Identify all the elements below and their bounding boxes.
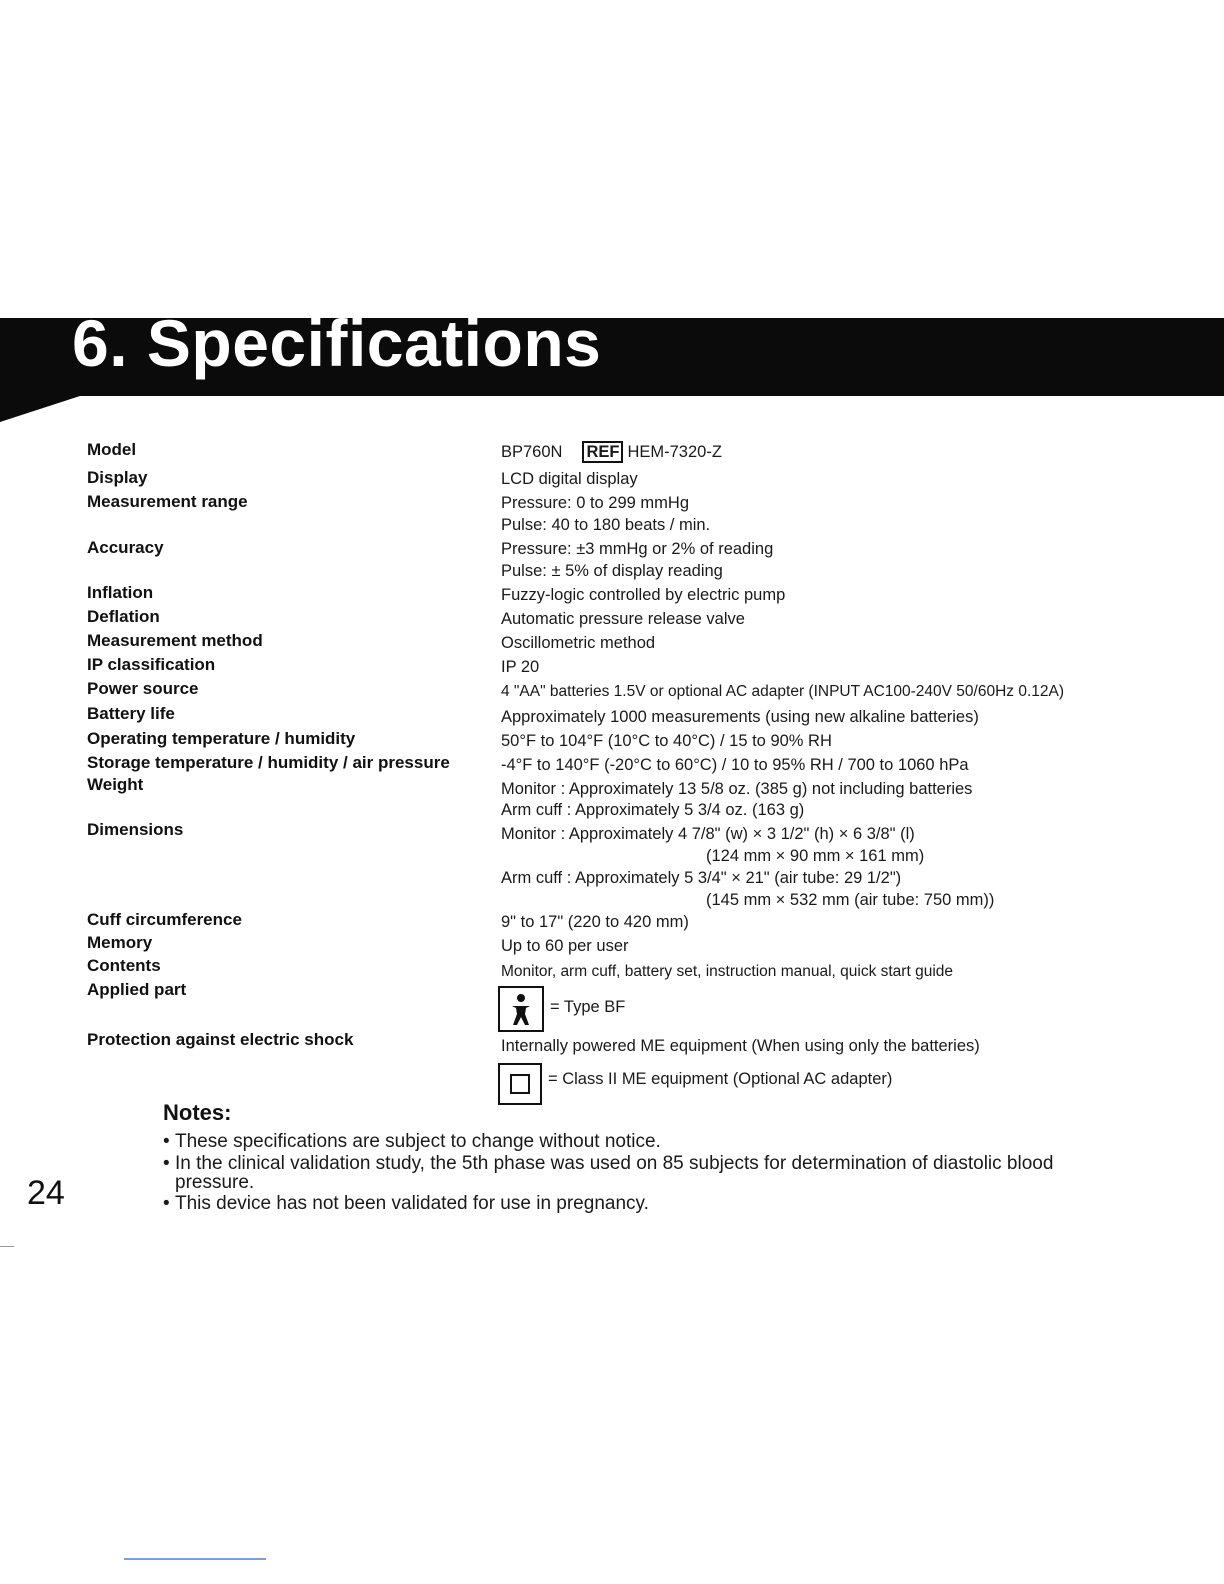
spec-label-inflation: Inflation <box>87 583 154 602</box>
spec-value-battery-life: Approximately 1000 measurements (using new alkaline batteries) <box>501 708 979 726</box>
spec-value-ip-classification: IP 20 <box>501 658 540 676</box>
spec-label-storage-temperature: Storage temperature / humidity / air pressure <box>87 753 450 772</box>
spec-value-applied-part: = Type BF <box>550 998 626 1016</box>
spec-value-contents: Monitor, arm cuff, battery set, instruction manual, quick start guide <box>501 963 954 980</box>
spec-value-dimensions-monitor-mm: (124 mm × 90 mm × 161 mm) <box>706 847 925 865</box>
spec-value-power-source: 4 "AA" batteries 1.5V or optional AC adapter (INPUT AC100-240V 50/60Hz 0.12A) <box>501 683 1065 700</box>
spec-value-deflation: Automatic pressure release valve <box>501 610 745 628</box>
notes-title: Notes: <box>163 1100 232 1125</box>
class-ii-square-icon <box>498 1063 542 1105</box>
spec-label-display: Display <box>87 468 148 487</box>
model-number: BP760N <box>501 443 563 461</box>
spec-value-storage-temperature: -4°F to 140°F (-20°C to 60°C) / 10 to 95% RH / 700 to 1060 hPa <box>501 756 969 774</box>
spec-label-dimensions: Dimensions <box>87 820 184 839</box>
spec-value-measurement-range-pulse: Pulse: 40 to 180 beats / min. <box>501 516 711 534</box>
note-item: • These specifications are subject to change without notice. <box>163 1131 661 1152</box>
scan-artifact-line <box>124 1558 266 1560</box>
spec-label-power-source: Power source <box>87 679 199 698</box>
spec-value-accuracy-pulse: Pulse: ± 5% of display reading <box>501 562 723 580</box>
spec-label-battery-life: Battery life <box>87 704 175 723</box>
spec-value-class-ii: = Class II ME equipment (Optional AC adapter) <box>548 1070 893 1088</box>
spec-label-accuracy: Accuracy <box>87 538 164 557</box>
spec-value-display: LCD digital display <box>501 470 638 488</box>
spec-value-weight-arm-cuff: Arm cuff : Approximately 5 3/4 oz. (163 g) <box>501 801 805 819</box>
spec-value-accuracy-pressure: Pressure: ±3 mmHg or 2% of reading <box>501 540 774 558</box>
spec-value-protection: Internally powered ME equipment (When using only the batteries) <box>501 1037 980 1055</box>
ref-number: HEM-7320-Z <box>627 443 722 461</box>
ref-badge: REF <box>582 441 623 463</box>
spec-value-dimensions-arm-cuff-mm: (145 mm × 532 mm (air tube: 750 mm)) <box>706 891 995 909</box>
spec-label-protection: Protection against electric shock <box>87 1030 354 1049</box>
spec-label-model: Model <box>87 440 137 459</box>
spec-value-memory: Up to 60 per user <box>501 937 629 955</box>
spec-label-measurement-range: Measurement range <box>87 492 248 511</box>
spec-label-applied-part: Applied part <box>87 980 187 999</box>
page-title: 6. Specifications <box>72 306 602 380</box>
spec-value-operating-temperature: 50°F to 104°F (10°C to 40°C) / 15 to 90% RH <box>501 732 832 750</box>
spec-label-cuff-circumference: Cuff circumference <box>87 910 242 929</box>
note-item: • In the clinical validation study, the 5th phase was used on 85 subjects for determination of diastolic blood <box>163 1153 1054 1174</box>
spec-value-weight-monitor: Monitor : Approximately 13 5/8 oz. (385 g) not including batteries <box>501 780 973 798</box>
margin-mark <box>0 1246 14 1247</box>
title-banner-tail <box>0 396 80 422</box>
spec-value-dimensions-arm-cuff: Arm cuff : Approximately 5 3/4" × 21" (air tube: 29 1/2") <box>501 869 902 887</box>
note-item: • This device has not been validated for use in pregnancy. <box>163 1193 649 1214</box>
class-ii-inner-square <box>510 1074 530 1094</box>
spec-value-inflation: Fuzzy-logic controlled by electric pump <box>501 586 786 604</box>
spec-label-operating-temperature: Operating temperature / humidity <box>87 729 356 748</box>
spec-label-deflation: Deflation <box>87 607 160 626</box>
spec-label-ip-classification: IP classification <box>87 655 216 674</box>
page-number: 24 <box>27 1174 65 1212</box>
spec-value-model <box>501 441 722 463</box>
spec-label-measurement-method: Measurement method <box>87 631 263 650</box>
note-item-continuation: pressure. <box>175 1172 255 1193</box>
spec-label-contents: Contents <box>87 956 161 975</box>
type-bf-body-icon <box>498 986 544 1032</box>
spec-label-weight: Weight <box>87 775 144 794</box>
spec-value-cuff-circumference: 9" to 17" (220 to 420 mm) <box>501 913 689 931</box>
spec-label-memory: Memory <box>87 933 153 952</box>
spec-value-measurement-method: Oscillometric method <box>501 634 656 652</box>
spec-value-measurement-range-pressure: Pressure: 0 to 299 mmHg <box>501 494 689 512</box>
spec-value-dimensions-monitor: Monitor : Approximately 4 7/8" (w) × 3 1/2" (h) × 6 3/8" (l) <box>501 825 915 843</box>
